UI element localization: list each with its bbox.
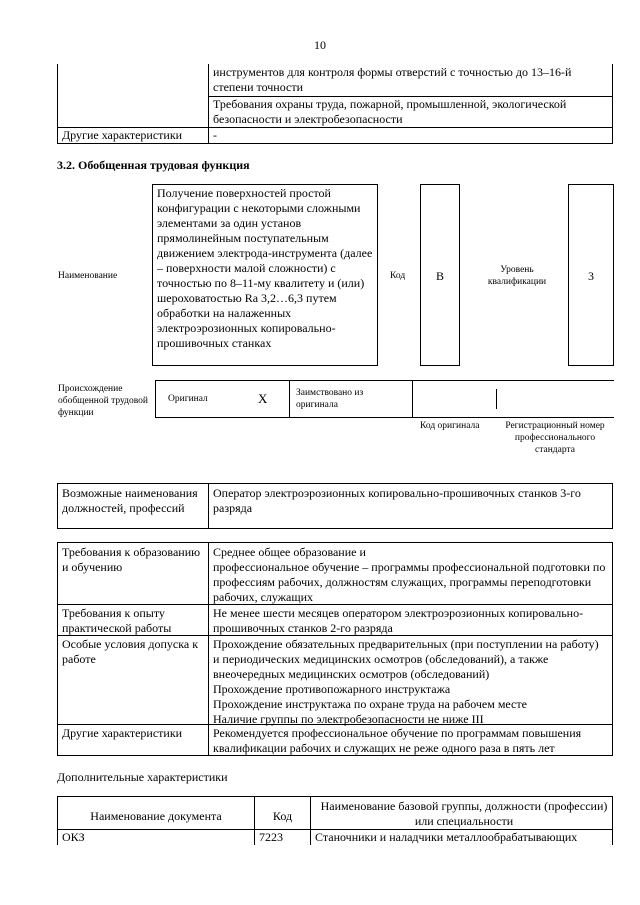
level-label: Уровень квалификации xyxy=(487,265,547,287)
req-line: Среднее общее образование и xyxy=(213,545,366,559)
top-row-3-value: - xyxy=(213,128,217,142)
header-code: Код xyxy=(272,809,293,823)
section-title: 3.2. Обобщенная трудовая функция xyxy=(57,158,250,172)
table-row-code: 7223 xyxy=(259,830,283,844)
additional-title: Дополнительные характеристики xyxy=(57,770,228,784)
req-line: профессиональное обучение – программы профессиональной подготовки по профессиям рабочих, должностям служащих, программы переподготовки рабочих, служащих xyxy=(213,560,606,604)
req-line: Не менее шести месяцев оператором электроэрозионных копировально-прошивочных станков 2-го разряда xyxy=(213,606,584,635)
level-value: 3 xyxy=(588,269,594,283)
code-value: B xyxy=(435,269,444,283)
table-row-doc: ОКЗ xyxy=(62,830,85,844)
level-box xyxy=(568,184,614,366)
positions-value: Оператор электроэрозионных копировально-прошивочных станков 3-го разряда xyxy=(213,486,581,515)
name-value: Получение поверхностей простой конфигурации с некоторыми сложными элементами за один установ прямолинейным поступательным движением электрода-инструмента (далее – поверхности малой сложности) с точностью по 8–11-му квалитету и (или) шероховатостью Ra 3,2…6,3 путем обработки на налаженных электроэрозионных копировально-прошивочных станках xyxy=(157,186,373,350)
requirements-table xyxy=(57,542,613,756)
code-label: Код xyxy=(390,271,406,281)
req-line: Рекомендуется профессиональное обучение по программам повышения квалификации рабочих и служащих не реже одного раза в пять лет xyxy=(213,726,582,755)
top-table xyxy=(57,64,613,144)
req-education-value xyxy=(209,544,611,606)
req-experience-value xyxy=(209,605,611,637)
top-row-3-label: Другие характеристики xyxy=(62,128,183,142)
original-mark: X xyxy=(258,391,268,406)
positions-table xyxy=(57,483,613,529)
req-admission-value xyxy=(209,636,611,728)
origin-label: Происхождение обобщенной трудовой функции xyxy=(58,384,148,418)
req-experience-label: Требования к опыту практической работы xyxy=(62,606,172,635)
original-label: Оригинал xyxy=(168,394,208,404)
top-row-2: Требования охраны труда, пожарной, промышленной, экологической безопасности и электробезопасности xyxy=(213,97,567,126)
reg-number-label: Регистрационный номер профессионального стандарта xyxy=(505,421,605,455)
header-document: Наименование документа xyxy=(90,809,222,823)
additional-table xyxy=(57,796,613,845)
req-line: Прохождение инструктажа по охране труда на рабочем месте xyxy=(213,697,527,711)
req-admission-label: Особые условия допуска к работе xyxy=(62,637,199,666)
positions-label: Возможные наименования должностей, профессий xyxy=(62,486,198,515)
req-line: Прохождение обязательных предварительных (при поступлении на работу) и периодических медицинских осмотров (обследований), а также внеочередных медицинских осмотров (обследований) xyxy=(213,637,599,681)
code-box xyxy=(420,184,460,366)
name-box xyxy=(152,184,378,366)
name-label: Наименование xyxy=(58,271,118,281)
req-education-label: Требования к образованию и обучению xyxy=(62,545,201,574)
header-group: Наименование базовой группы, должности (профессии) или специальности xyxy=(320,799,608,828)
origin-divider xyxy=(412,380,413,418)
origin-divider xyxy=(496,389,497,409)
req-other-label: Другие характеристики xyxy=(62,726,183,740)
borrowed-label: Заимствовано из оригинала xyxy=(296,388,364,410)
origin-divider xyxy=(289,380,290,418)
page-number: 10 xyxy=(314,38,326,52)
code-original-label: Код оригинала xyxy=(420,421,480,431)
req-line: Наличие группы по электробезопасности не ниже III xyxy=(213,712,484,726)
table-row-group: Станочники и наладчики металлообрабатывающих xyxy=(315,830,578,844)
origin-row xyxy=(155,380,614,418)
req-other-value xyxy=(209,725,611,757)
top-row-1: инструментов для контроля формы отверстий с точностью до 13–16-й степени точности xyxy=(213,65,572,94)
req-line: Прохождение противопожарного инструктажа xyxy=(213,682,451,696)
